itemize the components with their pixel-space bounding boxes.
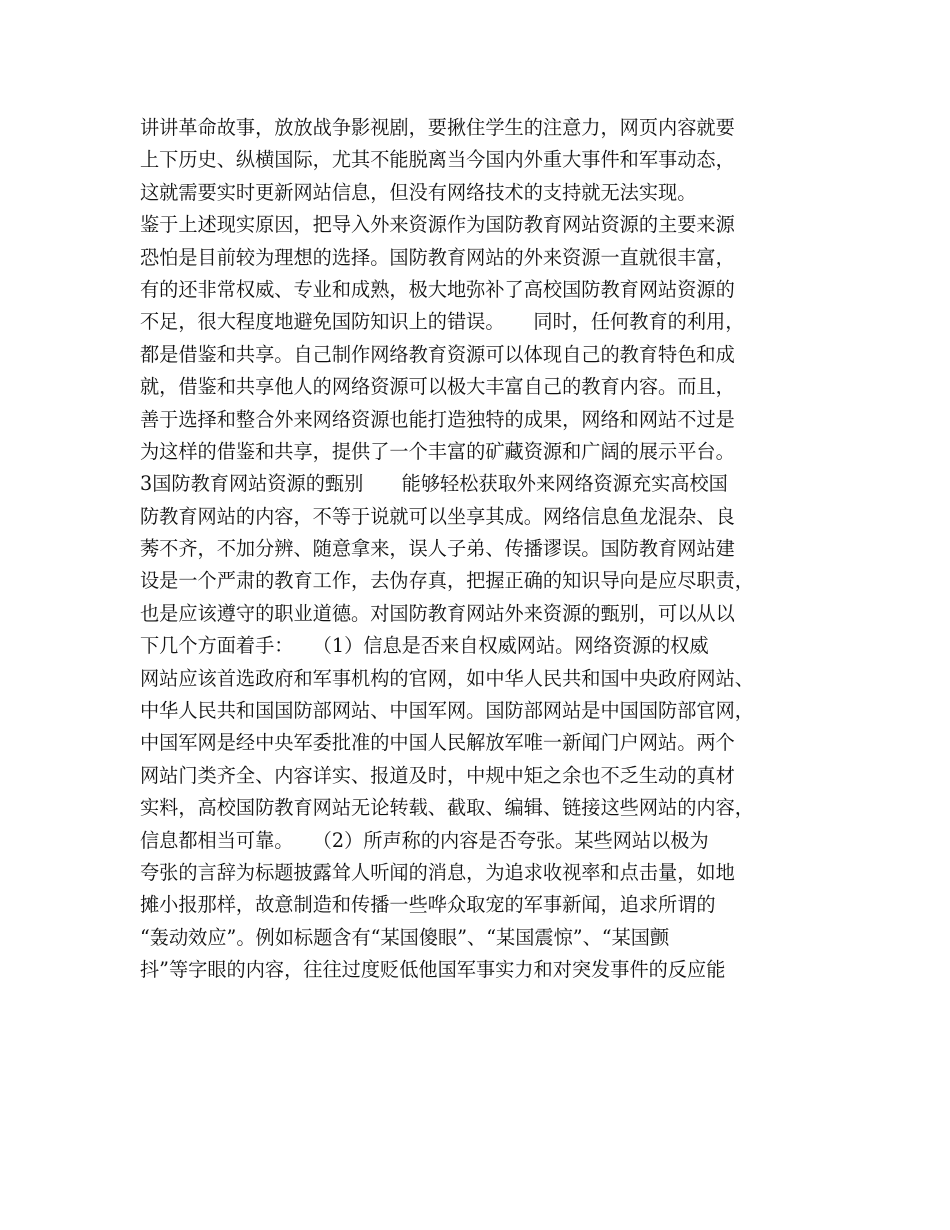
body-text [140, 112, 830, 987]
section-heading-line: 3国防教育网站资源的甄别 能够轻松获取外来网络资源充实高校国 [140, 472, 728, 496]
text-line: 都是借鉴和共享。自己制作网络教育资源可以体现自己的教育特色和成 [140, 342, 735, 366]
text-line: 为这样的借鉴和共享，提供了一个丰富的矿藏资源和广阔的展示平台。 [140, 439, 735, 463]
text-line: 就，借鉴和共享他人的网络资源可以极大丰富自己的教育内容。而且， [140, 375, 735, 399]
text-line: 也是应该遵守的职业道德。对国防教育网站外来资源的甄别，可以从以 [140, 601, 735, 625]
text-line: 实料，高校国防教育网站无论转载、截取、编辑、链接这些网站的内容， [140, 796, 754, 820]
text-line: 下几个方面着手： （1）信息是否来自权威网站。网络资源的权威 [140, 634, 709, 658]
text-line: 信息都相当可靠。 （2）所声称的内容是否夸张。某些网站以极为 [140, 828, 709, 852]
text-line: 莠不齐，不加分辨、随意拿来，误人子弟、传播谬误。国防教育网站建 [140, 537, 735, 561]
text-line: 有的还非常权威、专业和成熟，极大地弥补了高校国防教育网站资源的 [140, 277, 735, 301]
text-line: 这就需要实时更新网站信息，但没有网络技术的支持就无法实现。 [140, 180, 697, 204]
text-line: 夸张的言辞为标题披露耸人听闻的消息，为追求收视率和点击量，如地 [140, 860, 735, 884]
text-line: 网站门类齐全、内容详实、报道及时，中规中矩之余也不乏生动的真材 [140, 763, 735, 787]
text-line: “轰动效应”。例如标题含有“某国傻眼”、“某国震惊”、“某国颤 [140, 925, 670, 949]
text-line: 善于选择和整合外来网络资源也能打造独特的成果，网络和网站不过是 [140, 407, 735, 431]
text-line: 上下历史、纵横国际，尤其不能脱离当今国内外重大事件和军事动态， [140, 148, 735, 172]
text-line: 不足，很大程度地避免国防知识上的错误。 同时，任何教育的利用， [140, 310, 745, 334]
text-line: 中华人民共和国国防部网站、中国军网。国防部网站是中国国防部官网， [140, 699, 754, 723]
text-line: 设是一个严肃的教育工作，去伪存真，把握正确的知识导向是应尽职责， [140, 569, 754, 593]
text-line: 摊小报那样，故意制造和传播一些哗众取宠的军事新闻，追求所谓的 [140, 893, 716, 917]
text-line: 防教育网站的内容，不等于说就可以坐享其成。网络信息鱼龙混杂、良 [140, 504, 735, 528]
text-line: 抖”等字眼的内容，往往过度贬低他国军事实力和对突发事件的反应能 [140, 958, 726, 982]
text-line: 中国军网是经中央军委批准的中国人民解放军唯一新闻门户网站。两个 [140, 731, 735, 755]
text-line: 网站应该首选政府和军事机构的官网，如中华人民共和国中央政府网站、 [140, 666, 754, 690]
text-line: 鉴于上述现实原因，把导入外来资源作为国防教育网站资源的主要来源 [140, 213, 735, 237]
text-line: 讲讲革命故事，放放战争影视剧，要揪住学生的注意力，网页内容就要 [140, 116, 735, 139]
text-line: 恐怕是目前较为理想的选择。国防教育网站的外来资源一直就很丰富， [140, 245, 735, 269]
